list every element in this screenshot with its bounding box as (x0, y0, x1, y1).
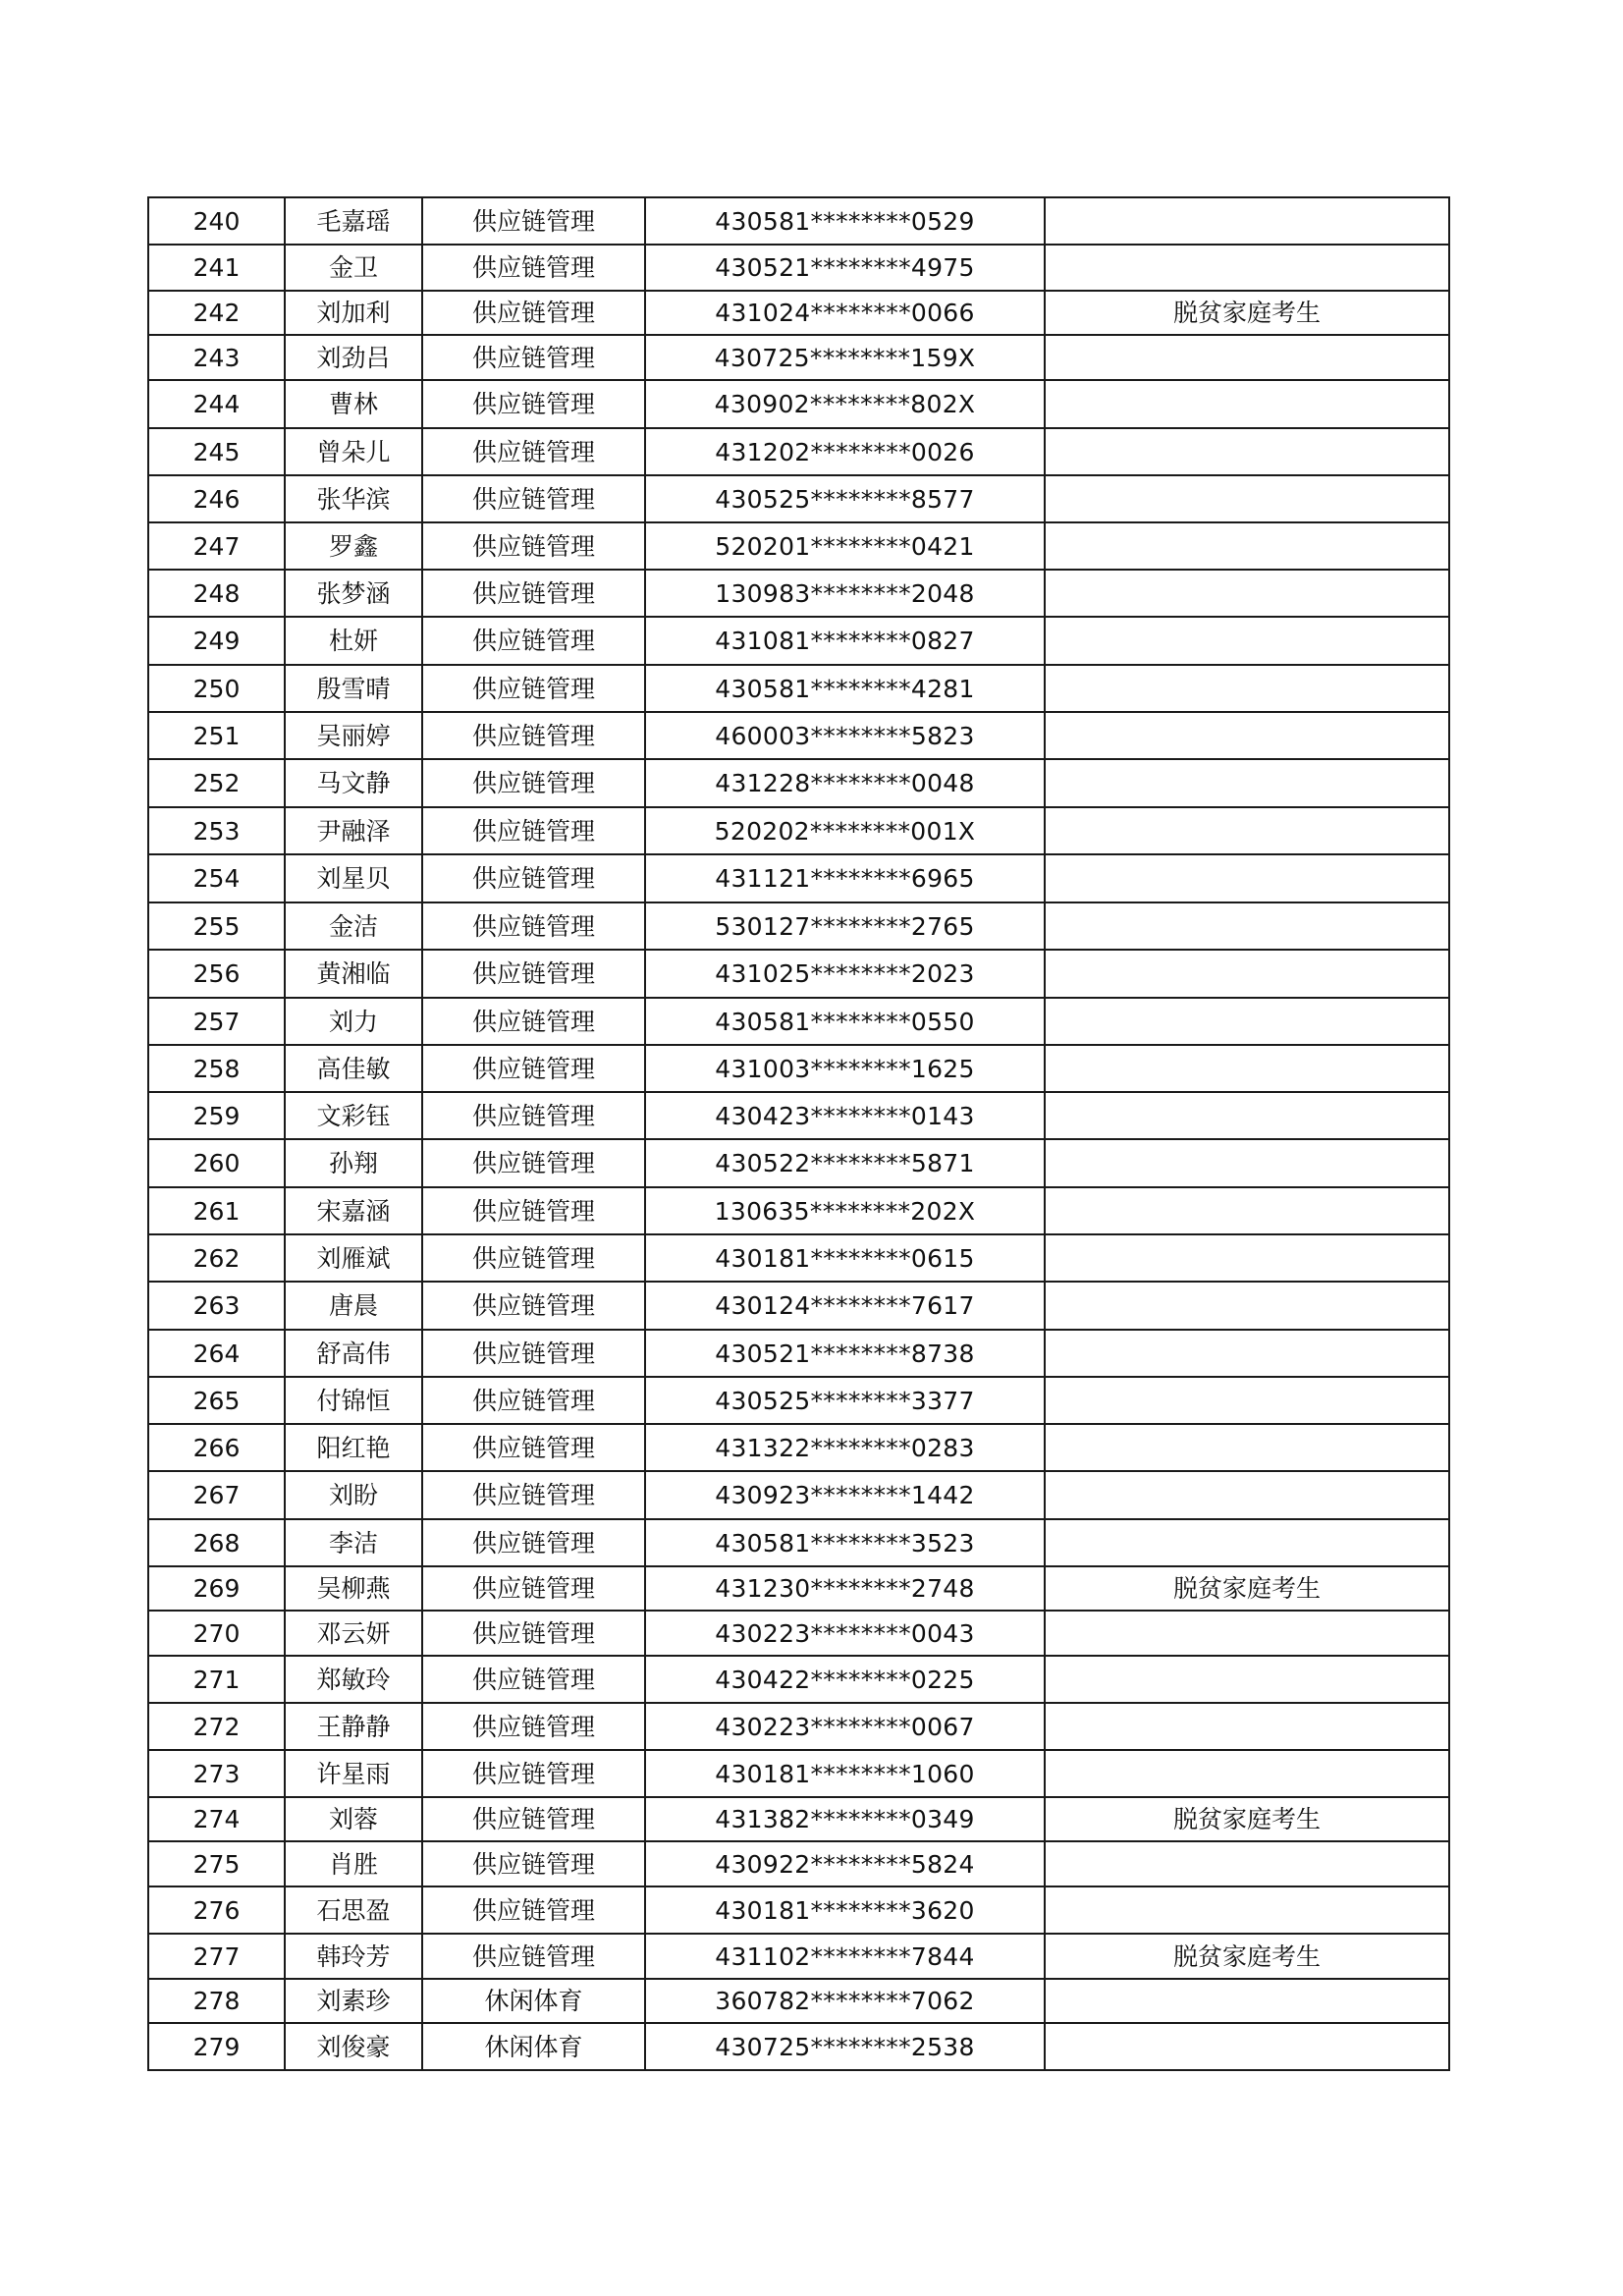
major-cell: 供应链管理 (422, 1282, 645, 1330)
table-row (148, 712, 1449, 759)
id-number-cell: 430522********5871 (645, 1139, 1045, 1187)
table-row (148, 475, 1449, 522)
row-number-cell: 272 (148, 1703, 285, 1750)
remark-cell (1045, 807, 1449, 854)
student-name-cell: 刘盼 (285, 1471, 422, 1519)
student-name-cell: 罗鑫 (285, 522, 422, 570)
table-row (148, 1750, 1449, 1797)
table-row (148, 902, 1449, 950)
row-number-cell: 259 (148, 1092, 285, 1139)
major-cell: 供应链管理 (422, 1611, 645, 1656)
student-roster-table (147, 196, 1450, 2071)
remark-cell (1045, 1424, 1449, 1471)
id-number-cell: 430922********5824 (645, 1841, 1045, 1886)
major-cell: 供应链管理 (422, 1703, 645, 1750)
id-number-cell: 430581********0550 (645, 998, 1045, 1045)
row-number-cell: 263 (148, 1282, 285, 1330)
table-row (148, 1045, 1449, 1092)
row-number-cell: 277 (148, 1934, 285, 1979)
major-cell: 供应链管理 (422, 335, 645, 380)
student-name-cell: 殷雪晴 (285, 665, 422, 712)
student-name-cell: 曹林 (285, 380, 422, 428)
table-row (148, 1703, 1449, 1750)
major-cell: 供应链管理 (422, 998, 645, 1045)
major-cell: 供应链管理 (422, 570, 645, 617)
row-number-cell: 261 (148, 1187, 285, 1234)
id-number-cell: 430181********3620 (645, 1886, 1045, 1934)
table-row (148, 1841, 1449, 1886)
id-number-cell: 430124********7617 (645, 1282, 1045, 1330)
remark-cell (1045, 854, 1449, 902)
student-name-cell: 黄湘临 (285, 950, 422, 998)
table-row (148, 665, 1449, 712)
row-number-cell: 278 (148, 1979, 285, 2023)
table-row (148, 1282, 1449, 1330)
row-number-cell: 243 (148, 335, 285, 380)
row-number-cell: 250 (148, 665, 285, 712)
row-number-cell: 244 (148, 380, 285, 428)
table-row (148, 1139, 1449, 1187)
roster-sheet (147, 196, 1448, 2071)
student-name-cell: 李洁 (285, 1519, 422, 1566)
major-cell: 休闲体育 (422, 1979, 645, 2023)
row-number-cell: 267 (148, 1471, 285, 1519)
table-row (148, 245, 1449, 291)
table-row (148, 617, 1449, 665)
row-number-cell: 268 (148, 1519, 285, 1566)
id-number-cell: 431102********7844 (645, 1934, 1045, 1979)
remark-cell (1045, 2023, 1449, 2070)
remark-cell (1045, 1841, 1449, 1886)
major-cell: 供应链管理 (422, 759, 645, 807)
student-name-cell: 刘蓉 (285, 1797, 422, 1841)
major-cell: 供应链管理 (422, 1934, 645, 1979)
major-cell: 供应链管理 (422, 291, 645, 335)
id-number-cell: 431230********2748 (645, 1566, 1045, 1611)
student-name-cell: 舒高伟 (285, 1330, 422, 1377)
table-row (148, 807, 1449, 854)
remark-cell (1045, 1234, 1449, 1282)
remark-cell (1045, 1471, 1449, 1519)
id-number-cell: 430181********0615 (645, 1234, 1045, 1282)
major-cell: 供应链管理 (422, 1471, 645, 1519)
table-row (148, 2023, 1449, 2070)
major-cell: 供应链管理 (422, 902, 645, 950)
major-cell: 供应链管理 (422, 712, 645, 759)
row-number-cell: 251 (148, 712, 285, 759)
major-cell: 供应链管理 (422, 1566, 645, 1611)
major-cell: 供应链管理 (422, 1797, 645, 1841)
major-cell: 供应链管理 (422, 1045, 645, 1092)
id-number-cell: 431003********1625 (645, 1045, 1045, 1092)
id-number-cell: 430423********0143 (645, 1092, 1045, 1139)
row-number-cell: 269 (148, 1566, 285, 1611)
table-row (148, 570, 1449, 617)
student-name-cell: 张梦涵 (285, 570, 422, 617)
table-row (148, 335, 1449, 380)
table-row (148, 1092, 1449, 1139)
remark-cell (1045, 380, 1449, 428)
student-name-cell: 石思盈 (285, 1886, 422, 1934)
row-number-cell: 276 (148, 1886, 285, 1934)
remark-cell (1045, 522, 1449, 570)
remark-cell (1045, 998, 1449, 1045)
remark-cell (1045, 570, 1449, 617)
row-number-cell: 242 (148, 291, 285, 335)
id-number-cell: 130635********202X (645, 1187, 1045, 1234)
remark-cell (1045, 1656, 1449, 1703)
table-row (148, 998, 1449, 1045)
row-number-cell: 270 (148, 1611, 285, 1656)
id-number-cell: 430581********4281 (645, 665, 1045, 712)
row-number-cell: 266 (148, 1424, 285, 1471)
id-number-cell: 430525********3377 (645, 1377, 1045, 1424)
remark-cell: 脱贫家庭考生 (1045, 1797, 1449, 1841)
student-name-cell: 刘雁斌 (285, 1234, 422, 1282)
row-number-cell: 249 (148, 617, 285, 665)
row-number-cell: 252 (148, 759, 285, 807)
table-row (148, 1330, 1449, 1377)
student-name-cell: 张华滨 (285, 475, 422, 522)
id-number-cell: 360782********7062 (645, 1979, 1045, 2023)
id-number-cell: 430902********802X (645, 380, 1045, 428)
student-name-cell: 高佳敏 (285, 1045, 422, 1092)
major-cell: 供应链管理 (422, 522, 645, 570)
major-cell: 供应链管理 (422, 1234, 645, 1282)
table-row (148, 854, 1449, 902)
table-row (148, 522, 1449, 570)
remark-cell (1045, 1282, 1449, 1330)
remark-cell (1045, 335, 1449, 380)
major-cell: 供应链管理 (422, 1330, 645, 1377)
id-number-cell: 430521********4975 (645, 245, 1045, 291)
student-name-cell: 付锦恒 (285, 1377, 422, 1424)
remark-cell (1045, 902, 1449, 950)
major-cell: 供应链管理 (422, 197, 645, 245)
id-number-cell: 520202********001X (645, 807, 1045, 854)
student-name-cell: 杜妍 (285, 617, 422, 665)
id-number-cell: 430581********0529 (645, 197, 1045, 245)
table-row (148, 1234, 1449, 1282)
row-number-cell: 256 (148, 950, 285, 998)
remark-cell (1045, 1092, 1449, 1139)
row-number-cell: 279 (148, 2023, 285, 2070)
student-name-cell: 肖胜 (285, 1841, 422, 1886)
row-number-cell: 253 (148, 807, 285, 854)
student-name-cell: 金洁 (285, 902, 422, 950)
student-name-cell: 文彩钰 (285, 1092, 422, 1139)
remark-cell (1045, 665, 1449, 712)
remark-cell (1045, 1377, 1449, 1424)
student-name-cell: 韩玲芳 (285, 1934, 422, 1979)
major-cell: 供应链管理 (422, 1656, 645, 1703)
major-cell: 供应链管理 (422, 1424, 645, 1471)
remark-cell (1045, 1519, 1449, 1566)
student-name-cell: 刘力 (285, 998, 422, 1045)
row-number-cell: 274 (148, 1797, 285, 1841)
row-number-cell: 240 (148, 197, 285, 245)
id-number-cell: 431382********0349 (645, 1797, 1045, 1841)
row-number-cell: 273 (148, 1750, 285, 1797)
remark-cell (1045, 1139, 1449, 1187)
table-row (148, 197, 1449, 245)
major-cell: 供应链管理 (422, 1750, 645, 1797)
major-cell: 供应链管理 (422, 807, 645, 854)
row-number-cell: 248 (148, 570, 285, 617)
remark-cell (1045, 617, 1449, 665)
student-name-cell: 金卫 (285, 245, 422, 291)
major-cell: 供应链管理 (422, 854, 645, 902)
remark-cell (1045, 245, 1449, 291)
major-cell: 供应链管理 (422, 617, 645, 665)
student-name-cell: 阳红艳 (285, 1424, 422, 1471)
remark-cell (1045, 1045, 1449, 1092)
remark-cell (1045, 759, 1449, 807)
table-row (148, 1566, 1449, 1611)
student-name-cell: 刘星贝 (285, 854, 422, 902)
remark-cell (1045, 1611, 1449, 1656)
id-number-cell: 430422********0225 (645, 1656, 1045, 1703)
remark-cell (1045, 475, 1449, 522)
roster-body (148, 197, 1449, 2070)
major-cell: 供应链管理 (422, 950, 645, 998)
student-name-cell: 吴丽婷 (285, 712, 422, 759)
student-name-cell: 曾朵儿 (285, 428, 422, 475)
table-row (148, 291, 1449, 335)
id-number-cell: 430923********1442 (645, 1471, 1045, 1519)
student-name-cell: 毛嘉瑶 (285, 197, 422, 245)
table-row (148, 1611, 1449, 1656)
row-number-cell: 254 (148, 854, 285, 902)
student-name-cell: 许星雨 (285, 1750, 422, 1797)
id-number-cell: 430525********8577 (645, 475, 1045, 522)
remark-cell (1045, 428, 1449, 475)
major-cell: 供应链管理 (422, 428, 645, 475)
major-cell: 供应链管理 (422, 475, 645, 522)
major-cell: 供应链管理 (422, 1187, 645, 1234)
id-number-cell: 430581********3523 (645, 1519, 1045, 1566)
id-number-cell: 430223********0043 (645, 1611, 1045, 1656)
id-number-cell: 530127********2765 (645, 902, 1045, 950)
row-number-cell: 257 (148, 998, 285, 1045)
remark-cell (1045, 1330, 1449, 1377)
student-name-cell: 宋嘉涵 (285, 1187, 422, 1234)
student-name-cell: 吴柳燕 (285, 1566, 422, 1611)
remark-cell (1045, 1703, 1449, 1750)
student-name-cell: 刘俊豪 (285, 2023, 422, 2070)
id-number-cell: 431121********6965 (645, 854, 1045, 902)
row-number-cell: 260 (148, 1139, 285, 1187)
major-cell: 供应链管理 (422, 665, 645, 712)
major-cell: 供应链管理 (422, 1139, 645, 1187)
remark-cell (1045, 1886, 1449, 1934)
row-number-cell: 245 (148, 428, 285, 475)
table-row (148, 1377, 1449, 1424)
row-number-cell: 246 (148, 475, 285, 522)
table-row (148, 759, 1449, 807)
row-number-cell: 258 (148, 1045, 285, 1092)
major-cell: 供应链管理 (422, 1092, 645, 1139)
remark-cell (1045, 1187, 1449, 1234)
table-row (148, 380, 1449, 428)
table-row (148, 1979, 1449, 2023)
student-name-cell: 刘素珍 (285, 1979, 422, 2023)
id-number-cell: 430223********0067 (645, 1703, 1045, 1750)
major-cell: 休闲体育 (422, 2023, 645, 2070)
table-row (148, 1886, 1449, 1934)
student-name-cell: 刘加利 (285, 291, 422, 335)
row-number-cell: 265 (148, 1377, 285, 1424)
table-row (148, 1519, 1449, 1566)
remark-cell (1045, 1979, 1449, 2023)
row-number-cell: 241 (148, 245, 285, 291)
remark-cell: 脱贫家庭考生 (1045, 1934, 1449, 1979)
id-number-cell: 430725********2538 (645, 2023, 1045, 2070)
student-name-cell: 郑敏玲 (285, 1656, 422, 1703)
id-number-cell: 430521********8738 (645, 1330, 1045, 1377)
major-cell: 供应链管理 (422, 1841, 645, 1886)
remark-cell: 脱贫家庭考生 (1045, 291, 1449, 335)
table-row (148, 1797, 1449, 1841)
table-row (148, 1187, 1449, 1234)
id-number-cell: 431081********0827 (645, 617, 1045, 665)
student-name-cell: 尹融泽 (285, 807, 422, 854)
row-number-cell: 255 (148, 902, 285, 950)
id-number-cell: 431202********0026 (645, 428, 1045, 475)
row-number-cell: 271 (148, 1656, 285, 1703)
major-cell: 供应链管理 (422, 1519, 645, 1566)
major-cell: 供应链管理 (422, 245, 645, 291)
table-row (148, 428, 1449, 475)
id-number-cell: 431025********2023 (645, 950, 1045, 998)
student-name-cell: 孙翔 (285, 1139, 422, 1187)
student-name-cell: 王静静 (285, 1703, 422, 1750)
student-name-cell: 马文静 (285, 759, 422, 807)
table-row (148, 1424, 1449, 1471)
major-cell: 供应链管理 (422, 380, 645, 428)
id-number-cell: 431024********0066 (645, 291, 1045, 335)
remark-cell (1045, 1750, 1449, 1797)
id-number-cell: 460003********5823 (645, 712, 1045, 759)
student-name-cell: 邓云妍 (285, 1611, 422, 1656)
student-name-cell: 唐晨 (285, 1282, 422, 1330)
major-cell: 供应链管理 (422, 1377, 645, 1424)
id-number-cell: 431322********0283 (645, 1424, 1045, 1471)
table-row (148, 1934, 1449, 1979)
remark-cell (1045, 712, 1449, 759)
id-number-cell: 431228********0048 (645, 759, 1045, 807)
table-row (148, 1471, 1449, 1519)
table-row (148, 950, 1449, 998)
remark-cell: 脱贫家庭考生 (1045, 1566, 1449, 1611)
major-cell: 供应链管理 (422, 1886, 645, 1934)
row-number-cell: 262 (148, 1234, 285, 1282)
row-number-cell: 264 (148, 1330, 285, 1377)
id-number-cell: 430181********1060 (645, 1750, 1045, 1797)
student-name-cell: 刘劲吕 (285, 335, 422, 380)
id-number-cell: 520201********0421 (645, 522, 1045, 570)
id-number-cell: 430725********159X (645, 335, 1045, 380)
remark-cell (1045, 197, 1449, 245)
remark-cell (1045, 950, 1449, 998)
table-row (148, 1656, 1449, 1703)
id-number-cell: 130983********2048 (645, 570, 1045, 617)
row-number-cell: 247 (148, 522, 285, 570)
row-number-cell: 275 (148, 1841, 285, 1886)
